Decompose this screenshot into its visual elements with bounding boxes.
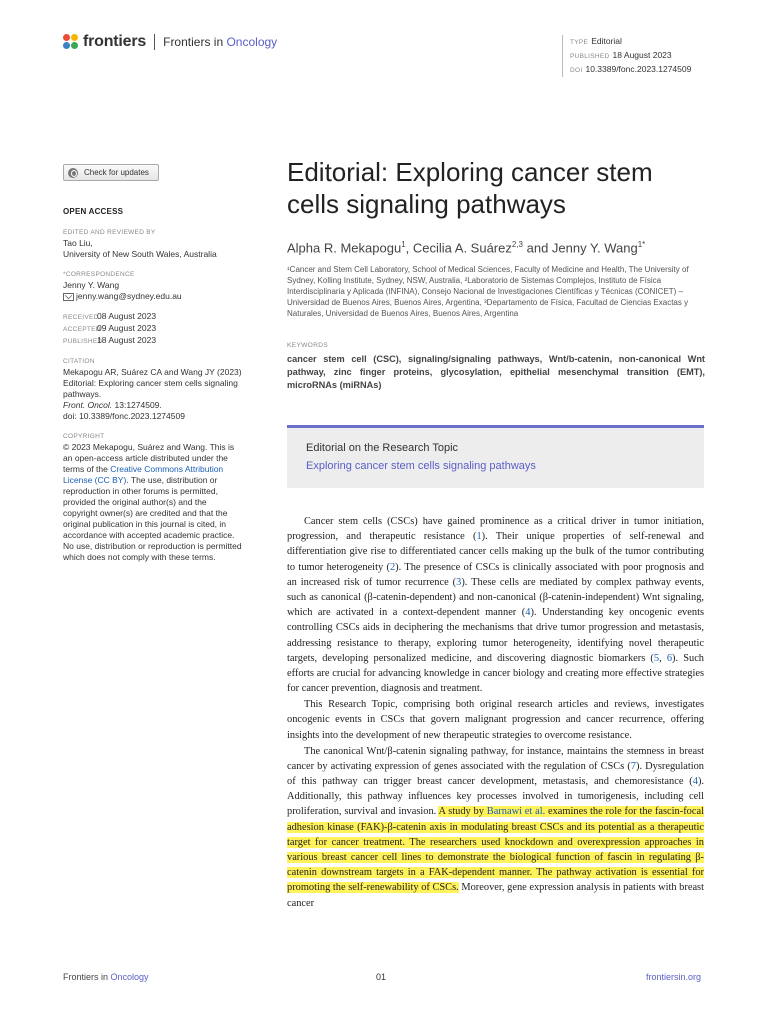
reference-link[interactable]: 7	[630, 760, 636, 772]
body-text-run: ). Their unique properties of self-renewal and differentiation give rise to differentiated cancer cells making up the bulk of the tumor contributing to tumor heterogeneity (	[287, 531, 704, 573]
dates-block: RECEIVED08 August 2023 ACCEPTED09 August 2023 PUBLISHED18 August 2023	[63, 311, 157, 345]
editor-affiliation: University of New South Wales, Australia	[63, 249, 217, 259]
research-topic-link[interactable]: Exploring cancer stem cells signaling pathways	[306, 460, 536, 472]
body-text-run: ). The presence of CSCs is clinically associated with poor prognosis and an increased risk of tumor recurrence (	[287, 561, 704, 588]
doi-value[interactable]: 10.3389/fonc.2023.1274509	[585, 64, 692, 74]
research-topic-box	[287, 425, 704, 488]
sidebar-published-date: 18 August 2023	[97, 335, 157, 345]
citation-journal: Front. Oncol.	[63, 400, 113, 410]
reference-link[interactable]: 4	[525, 607, 531, 619]
citation-text: Mekapogu AR, Suárez CA and Wang JY (2023) Editorial: Exploring cancer stem cells signaling pathways.	[63, 367, 242, 399]
correspondence-block: *CORRESPONDENCE Jenny Y. Wang jenny.wang@sydney.edu.au	[63, 269, 243, 302]
open-access-label: OPEN ACCESS	[63, 207, 124, 216]
cc-by-license-link[interactable]: Creative Commons Attribution License (CC BY)	[63, 464, 224, 485]
header-divider	[154, 34, 155, 50]
footer-site-link[interactable]: frontiersin.org	[646, 972, 702, 982]
body-text-run: A study by	[438, 806, 487, 818]
sidebar	[63, 206, 243, 572]
accepted-date: 09 August 2023	[97, 323, 157, 333]
editor-name: Tao Liu,	[63, 238, 93, 248]
frontiers-logo-icon	[63, 34, 79, 50]
body-text-run: The canonical Wnt/β-catenin signaling pathway, for instance, maintains the stemness in breast cancer by activating expression of genes associated with the regulation of CSCs (	[287, 745, 704, 772]
keywords: cancer stem cell (CSC), signaling/signaling pathways, Wnt/b-catenin, non-canonical Wnt pathway, zinc finger proteins, glycosylation, epithelial mesenchymal transition (EMT), microRNAs (miRNAs)	[287, 354, 705, 390]
reference-link[interactable]: 1	[476, 531, 482, 543]
body-text-run: Moreover, gene expression analysis in patients with breast cancer	[287, 882, 704, 909]
body-text-run: ). Such efforts are crucial for advancing knowledge in cancer biology and creating more effective strategies for cancer prevention, diagnosis and treatment.	[287, 652, 704, 695]
body-text-run: ,	[659, 652, 667, 664]
author-mekapogu[interactable]: Alpha R. Mekapogu	[287, 240, 402, 256]
article-title: Editorial: Exploring cancer stem cells signaling pathways	[287, 157, 653, 219]
body-text-run: ). Understanding key oncogenic events controlling CSCs aids in deciphering the mechanisms that drive tumor progression and metastasis, addressing resistance to therapy, exploring tumor heterogeneity, identifying novel therapeutic targets, developing personalized medicine, and discovering diagnostic biomarkers (	[287, 607, 704, 664]
author-suarez[interactable]: Cecilia A. Suárez	[412, 240, 512, 256]
correspondence-name: Jenny Y. Wang	[63, 280, 120, 290]
keywords-label: KEYWORDS	[287, 342, 329, 349]
reference-link[interactable]: Barnawi et al.	[486, 806, 546, 818]
citation-doi[interactable]: doi: 10.3389/fonc.2023.1274509	[63, 411, 185, 421]
article-meta: TYPE Editorial PUBLISHED 18 August 2023 DOI 10.3389/fonc.2023.1274509	[562, 35, 691, 77]
author-wang[interactable]: Jenny Y. Wang	[551, 240, 638, 256]
research-topic-heading: Editorial on the Research Topic	[306, 442, 459, 454]
copyright-text: © 2023 Mekapogu, Suárez and Wang. This is an open-access article distributed under the terms of the Creative Commons Attribution License (CC BY). The use, distribution or reproduction in other forums is permitted, provided the original author(s) and the copyright owner(s) are credited and that the original publication in this journal is cited, in accordance with accepted academic practice. No use, distribution or reproduction is permitted which does not comply with these terms.	[63, 442, 242, 562]
reference-link[interactable]: 3	[456, 576, 462, 588]
body-text-run: This Research Topic, comprising both original research articles and reviews, investigates oncogenic events in CSCs that govern malignant progression and cancer recurrence, offering insights into the development of new therapeutic strategies to overcome resistance.	[287, 699, 704, 741]
copyright-block: COPYRIGHT © 2023 Mekapogu, Suárez and Wang. This is an open-access article distributed under the terms of the Creative Commons Attribution License (CC BY). The use, distribution or reproduction in other forums is permitted, provided the original author(s) and the copyright owner(s) are credited and that the original publication in this journal is cited, in accordance with accepted academic practice. No use, distribution or reproduction is permitted which does not comply with these terms.	[63, 433, 242, 562]
body-text-run: ). Dysregulation of this pathway can trigger breast cancer development, metastasis, and chemoresistance (	[287, 760, 704, 788]
paragraph-1	[287, 514, 704, 696]
received-date: 08 August 2023	[97, 311, 157, 321]
paragraph-3	[287, 744, 704, 911]
body-text-run: ). These cells are mediated by complex pathway events, such as canonical (β-catenin-dependent) and non-canonical (β-catenin-independent) Wnt signaling, which are activated in a context-dependent manner (	[287, 576, 704, 619]
reference-link[interactable]: 5	[653, 652, 660, 664]
reference-link[interactable]: 4	[692, 776, 698, 788]
affiliations: ¹Cancer and Stem Cell Laboratory, School of Medical Sciences, Faculty of Medicine and Health, The University of Sydney, Kolling Institute, Sydney, NSW, Australia, ²Laboratorio de Sistemas Complejos, Instituto de Física Interdisciplinaria y Aplicada (INFINA), Consejo Nacional de Investigaciones Científicas y Técnicas (CONICET) – Universidad de Buenos Aires, Buenos Aires, Argentina, ³Departamento de Física, Facultad de Ciencias Exactas y Naturales, Universidad de Buenos Aires, Buenos Aires, Argentina	[287, 265, 689, 318]
author-list: Alpha R. Mekapogu$^1$, Cecilia A. Suárez$^{2,3}$ and Jenny Y. Wang$^{1*}$	[287, 240, 646, 256]
footer-journal: Frontiers in Oncology	[63, 972, 149, 982]
edited-by-block: EDITED AND REVIEWED BY Tao Liu, University of New South Wales, Australia	[63, 227, 243, 260]
body-text-run: Cancer stem cells (CSCs) have gained prominence as a critical driver in tumor initiation, progression, and therapeutic resistance (	[287, 516, 704, 543]
journal-name[interactable]: Frontiers in Oncology	[163, 35, 278, 49]
correspondence-email[interactable]: jenny.wang@sydney.edu.au	[76, 291, 182, 301]
article-body	[287, 514, 704, 912]
refresh-icon	[68, 168, 78, 178]
published-date: 18 August 2023	[612, 50, 672, 60]
brand-name: frontiers	[83, 33, 147, 50]
paragraph-2	[287, 697, 704, 743]
body-text-run: ). Additionally, this pathway influences key processes involved in tumorigenesis, including cell proliferation, survival and invasion.	[287, 776, 704, 818]
page-number: 01	[376, 972, 387, 982]
reference-link[interactable]: 6	[666, 652, 673, 664]
email-icon	[63, 293, 74, 301]
check-updates-button[interactable]: Check for updates	[63, 164, 159, 181]
body-text-run: examines the role for the fascin-focal adhesion kinase (FAK)-β-catenin axis in modulating breast CSCs and its potential as a therapeutic target for cancer treatment. The researchers used knockdown and overexpression approaches in various breast cancer cell lines to demonstrate the biological function of fascin in regulating β-catenin downstream targets in a FAK-dependent manner. The pathway activation is essential for promoting the self-renewability of CSCs.	[287, 806, 704, 894]
article-type: Editorial	[591, 36, 622, 46]
frontiers-logo[interactable]	[63, 33, 277, 51]
citation-block: CITATION Mekapogu AR, Suárez CA and Wang JY (2023) Editorial: Exploring cancer stem cells signaling pathways. Front. Oncol. 13:1274509. doi: 10.3389/fonc.2023.1274509	[63, 358, 242, 421]
reference-link[interactable]: 2	[389, 561, 396, 573]
